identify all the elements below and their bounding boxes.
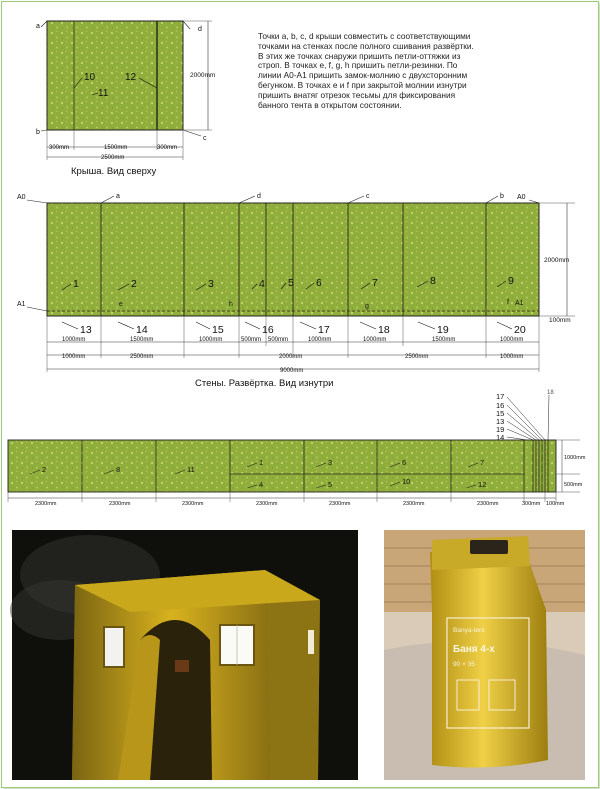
walls-dim-row1: 500mm <box>268 337 289 343</box>
cutting-diagram <box>8 390 586 507</box>
walls-strip-label: 19 <box>437 324 449 336</box>
instructions-line: Точки a, b, c, d крыши совместить с соответствующими <box>258 31 471 41</box>
bag-brand: Banya-tent <box>453 627 485 634</box>
walls-panel-label: 5 <box>288 277 294 289</box>
cutting-dim: 2300mm <box>35 501 57 507</box>
walls-diagram <box>17 193 575 389</box>
walls-dim-row2: 2500mm <box>130 354 154 360</box>
walls-strip-label: 17 <box>318 324 330 336</box>
walls-dim-total: 9000mm <box>280 368 304 374</box>
cutting-label: 3 <box>328 458 333 467</box>
walls-panel-label: 3 <box>208 278 214 290</box>
walls-dim-height: 2000mm <box>544 257 570 264</box>
photo-bag <box>384 530 585 780</box>
instructions-line: банного тента в открытом состоянии. <box>258 99 402 110</box>
cutting-dim: 2300mm <box>109 501 131 507</box>
roof-panel-11: 11 <box>98 88 109 99</box>
cutting-dim: 2300mm <box>256 501 278 507</box>
walls-point-e: e <box>119 301 123 308</box>
cutting-dim-height-upper: 1000mm <box>564 455 586 461</box>
walls-label-a1-left: A1 <box>17 301 26 308</box>
walls-panel-label: 9 <box>508 275 514 287</box>
walls-dim-row1: 1000mm <box>363 337 387 343</box>
walls-panel-label: 8 <box>430 275 436 287</box>
walls-point-g: g <box>365 303 369 310</box>
cutting-strip-label: 19 <box>496 425 505 434</box>
instructions-line: линии A0-A1 пришить замок-молнию с двухсторонним <box>258 70 468 81</box>
cutting-strip-label: 14 <box>496 433 505 442</box>
cutting-label: 7 <box>480 458 485 467</box>
walls-dim-row1: 1000mm <box>62 337 86 343</box>
cutting-strip-label: 15 <box>496 409 505 418</box>
roof-corner-d: d <box>198 26 202 33</box>
instructions-line: пришить внатяг отрезок тесьмы для фиксирования <box>258 89 456 100</box>
walls-point-f: f <box>507 299 509 306</box>
cutting-label: 11 <box>187 465 195 474</box>
walls-point-d: d <box>257 193 261 200</box>
walls-panel-label: 2 <box>131 278 137 290</box>
cutting-label: 12 <box>478 480 487 489</box>
cutting-dim-narrow-a: 300mm <box>522 501 541 507</box>
walls-dim-bottom-strip: 100mm <box>549 317 571 324</box>
cutting-dim-narrow-b: 100mm <box>546 501 565 507</box>
walls-dim-row2: 2000mm <box>279 354 303 360</box>
cutting-label: 6 <box>402 458 407 467</box>
cutting-dim-height-lower: 500mm <box>564 482 583 488</box>
walls-point-a: a <box>116 193 120 200</box>
walls-strip-label: 20 <box>514 324 526 336</box>
roof-caption: Крыша. Вид сверху <box>71 166 157 177</box>
walls-panel-label: 6 <box>316 277 322 289</box>
cutting-label: 4 <box>259 480 264 489</box>
bag-size: 90 × 35 <box>453 661 475 668</box>
roof-dim-middle: 1500mm <box>104 145 128 151</box>
cutting-strip-label: 13 <box>496 417 505 426</box>
instructions-note <box>258 32 503 110</box>
tent-window-left <box>104 627 124 667</box>
walls-label-a0-left: A0 <box>17 194 26 201</box>
roof-dim-right: 300mm <box>157 145 178 151</box>
roof-dim-height: 2000mm <box>190 72 216 79</box>
walls-strip-label: 14 <box>136 324 148 336</box>
cutting-label: 1 <box>259 458 264 467</box>
cutting-strip-extra-mark: 18 <box>547 390 554 396</box>
walls-panel-label: 4 <box>259 278 265 290</box>
instructions-line: строп. В точках e, f, g, h пришить петли-резинки. По <box>258 60 458 71</box>
cutting-strip <box>8 440 524 492</box>
instructions-line: В этих же точках снаружи пришить петли-оттяжки из <box>258 50 461 61</box>
walls-point-b: b <box>500 193 504 200</box>
roof-panel <box>47 21 183 130</box>
walls-strip-label: 15 <box>212 324 224 336</box>
bag-title: Баня 4-х <box>453 644 495 655</box>
instructions-line: бегунком. В точках e и f при закрытой молнии изнутри <box>258 79 467 90</box>
cutting-label: 8 <box>116 465 121 474</box>
roof-dim-total: 2500mm <box>101 155 125 161</box>
roof-corner-a: a <box>36 23 40 30</box>
walls-label-a1-right: A1 <box>515 300 524 307</box>
roof-panel-10: 10 <box>84 72 96 83</box>
walls-strip-label: 18 <box>378 324 390 336</box>
walls-dim-row1: 1500mm <box>432 337 456 343</box>
cutting-label: 2 <box>42 465 47 474</box>
photo-tent-night <box>10 530 358 780</box>
roof-corner-c: c <box>203 135 207 142</box>
bag-buckle <box>470 540 508 554</box>
roof-corner-b: b <box>36 129 40 136</box>
roof-panel-12: 12 <box>125 72 137 83</box>
walls-strip-label: 16 <box>262 324 274 336</box>
walls-dim-row2: 1000mm <box>62 354 86 360</box>
cutting-strip-label: 16 <box>496 401 505 410</box>
cutting-strip-label: 17 <box>496 392 505 401</box>
cutting-dim: 2300mm <box>477 501 499 507</box>
walls-dim-row1: 1000mm <box>199 337 223 343</box>
cutting-dim: 2300mm <box>403 501 425 507</box>
walls-point-c: c <box>366 193 370 200</box>
walls-dim-row1: 1000mm <box>308 337 332 343</box>
instructions-line: точками на стенках после полного сшивания развёртки. <box>258 40 474 51</box>
cutting-dim: 2300mm <box>329 501 351 507</box>
walls-dim-row1: 500mm <box>241 337 262 343</box>
walls-dim-row1: 1000mm <box>500 337 524 343</box>
cutting-label: 5 <box>328 480 333 489</box>
bag-body <box>430 548 548 768</box>
roof-dim-left: 300mm <box>49 145 70 151</box>
cutting-dim: 2300mm <box>182 501 204 507</box>
walls-panel-label: 7 <box>372 277 378 289</box>
walls-strip-label: 13 <box>80 324 92 336</box>
walls-point-h: h <box>229 301 233 308</box>
cutting-label: 10 <box>402 477 411 486</box>
roof-diagram <box>36 21 215 177</box>
walls-caption: Стены. Развёртка. Вид изнутри <box>195 378 334 389</box>
walls-label-a0-right: A0 <box>517 194 526 201</box>
walls-dim-row2: 2500mm <box>405 354 429 360</box>
walls-dim-row2: 1000mm <box>500 354 524 360</box>
walls-panel-label: 1 <box>73 278 79 290</box>
walls-dim-row1: 1500mm <box>130 337 154 343</box>
